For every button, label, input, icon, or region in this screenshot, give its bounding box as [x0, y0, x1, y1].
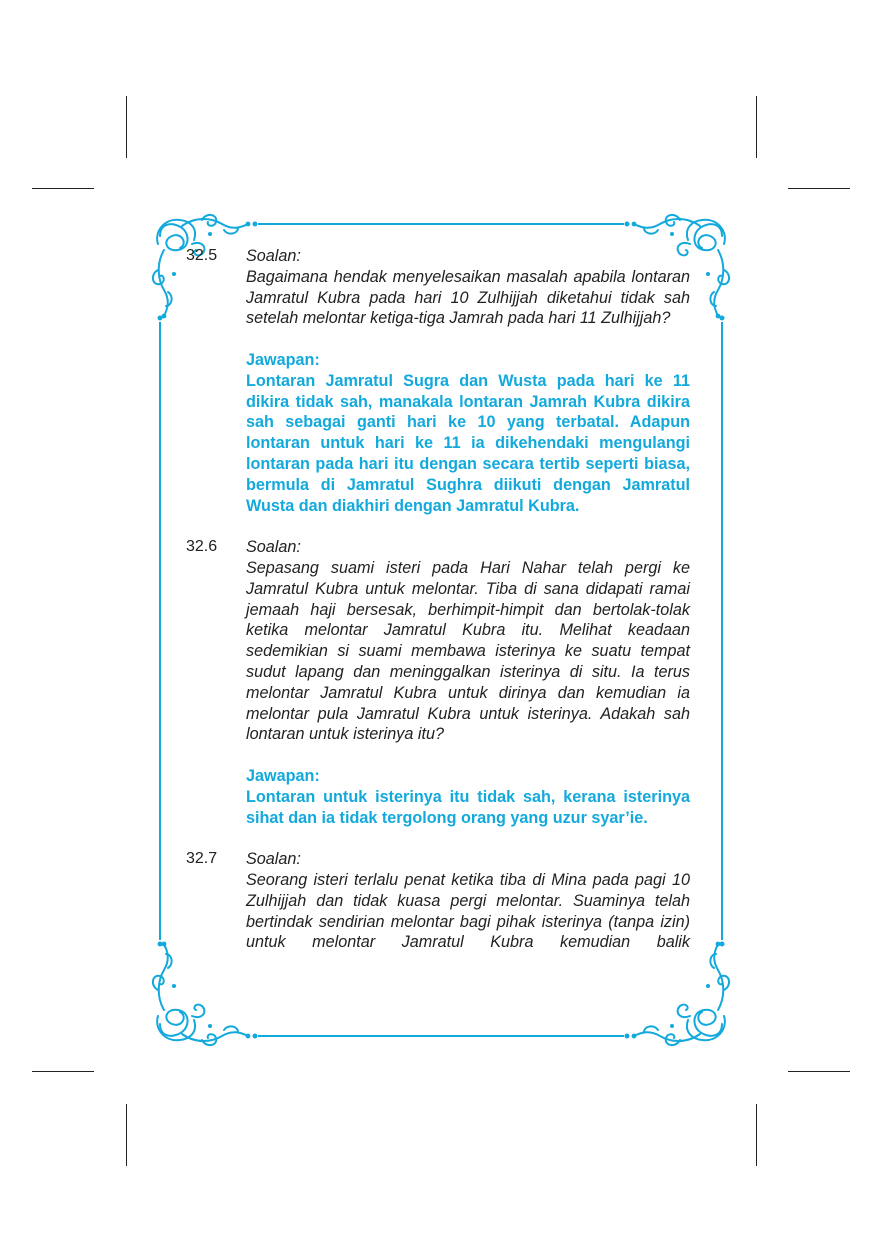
question-text: Bagaimana hendak menyelesaikan masalah apabila lontaran Jamratul Kubra pada hari 10 Zulhijjah diketahui tidak sah setelah melontar ketiga-tiga Jamrah pada hari 11 Zulhijjah?	[246, 267, 690, 328]
qa-item	[186, 246, 690, 516]
question-label: Soalan:	[246, 247, 301, 265]
question-label: Soalan:	[246, 538, 301, 557]
qa-item	[186, 537, 690, 828]
qa-item	[186, 849, 690, 953]
answer-label: Jawapan:	[246, 350, 320, 369]
item-number: 32.7	[186, 850, 218, 868]
item-number: 32.5	[186, 247, 218, 264]
qa-content	[186, 246, 690, 953]
corner-ornament-bottom-right	[632, 942, 729, 1045]
question-label: Soalan:	[246, 850, 301, 869]
answer-text: Lontaran untuk isterinya itu tidak sah, kerana isterinya sihat dan ia tidak tergolong orang yang uzur syar’ie.	[246, 787, 690, 827]
corner-ornament-bottom-left	[153, 942, 250, 1045]
item-number: 32.6	[186, 538, 218, 556]
question-text: Seorang isteri terlalu penat ketika tiba di Mina pada pagi 10 Zulhijjah dan tidak kuasa pergi melontar. Suaminya telah bertindak sendirian melontar bagi pihak isterinya (tanpa izin) untuk melontar Jamratul Kubra kemudian balik	[246, 870, 690, 952]
answer-label: Jawapan:	[246, 766, 320, 785]
answer-text: Lontaran Jamratul Sugra dan Wusta pada hari ke 11 dikira tidak sah, manakala lontaran Jamrah Kubra dikira sah sebagai ganti hari ke 10 yang terbatal. Adapun lontaran untuk hari ke 11 ia dikehendaki mengulangi lontaran pada hari itu dengan secara tertib seperti biasa, bermula di Jamratul Sughra diikuti dengan Jamratul Wusta dan diakhiri dengan Jamratul Kubra.	[246, 371, 690, 515]
question-text: Sepasang suami isteri pada Hari Nahar telah pergi ke Jamratul Kubra untuk melontar. Tiba di sana didapati ramai jemaah haji bersesak, berhimpit-himpit dan bertolak-tolak ketika melontar Jamratul Kubra itu. Melihat keadaan sedemikian si suami membawa isterinya ke suatu tempat sudut lapang dan meninggalkan isterinya di situ. Ia terus melontar Jamratul Kubra untuk dirinya dan kemudian ia melontar pula Jamratul Kubra untuk isterinya. Adakah sah lontaran untuk isterinya itu?	[246, 558, 690, 744]
